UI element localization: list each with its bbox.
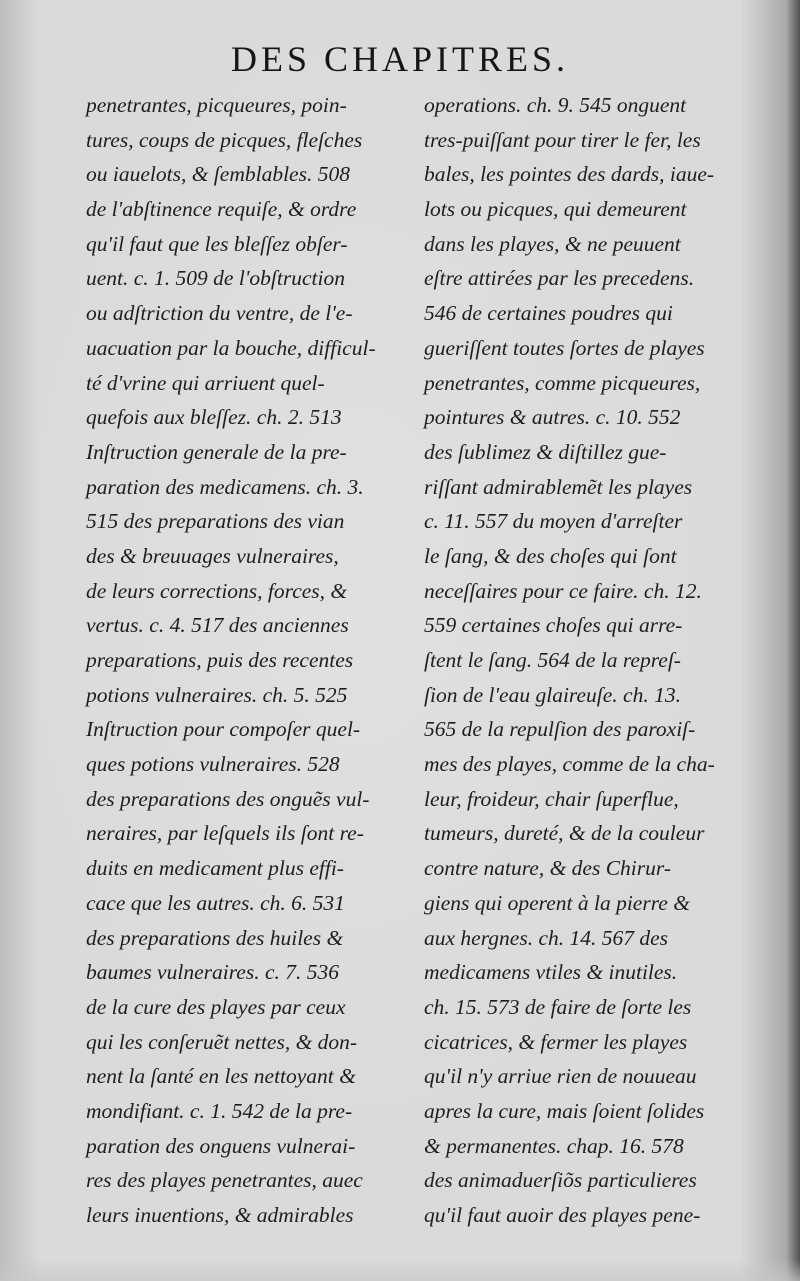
text-line: ou iauelots, & ſemblables. 508 — [86, 162, 350, 187]
text-line: Inſtruction generale de la pre- — [86, 439, 347, 464]
text-line: dans les playes, & ne peuuent — [424, 231, 681, 256]
right-column — [424, 88, 754, 1233]
text-line: penetrantes, comme picqueures, — [424, 370, 701, 395]
text-line: quefois aux bleſſez. ch. 2. 513 — [86, 405, 342, 430]
text-line: ſtent le ſang. 564 de la repreſ- — [424, 648, 681, 672]
page-header: DES CHAPITRES. — [230, 39, 570, 79]
text-line: leurs inuentions, & admirables — [86, 1203, 354, 1227]
text-line: apres la cure, mais ſoient ſolides — [424, 1098, 705, 1123]
text-line: vertus. c. 4. 517 des anciennes — [86, 613, 349, 638]
text-line: res des playes penetrantes, auec — [86, 1168, 363, 1193]
text-line: mondifiant. c. 1. 542 de la pre- — [86, 1098, 353, 1123]
text-line: qu'il n'y arriue rien de nouueau — [424, 1064, 697, 1089]
text-line: paration des medicamens. ch. 3. — [86, 474, 364, 499]
text-line: 515 des preparations des vian — [86, 509, 345, 534]
text-line: ſion de l'eau glaireuſe. ch. 13. — [424, 682, 681, 707]
text-line: ou adſtriction du ventre, de l'e- — [86, 301, 353, 326]
text-line: ques potions vulneraires. 528 — [86, 752, 340, 777]
text-line: pointures & autres. c. 10. 552 — [424, 405, 681, 430]
text-line: des animaduerſiõs particulieres — [424, 1168, 697, 1193]
text-line: qui les conſeruẽt nettes, & don- — [86, 1029, 358, 1054]
text-line: 546 de certaines poudres qui — [424, 301, 673, 326]
text-line: eſtre attirées par les precedens. — [424, 266, 695, 291]
text-line: gueriſſent toutes ſortes de playes — [424, 335, 705, 360]
text-line: riſſant admirablemẽt les playes — [424, 474, 693, 499]
text-line: bales, les pointes des dards, iaue- — [424, 162, 715, 187]
text-line: duits en medicament plus effi- — [86, 856, 344, 881]
text-line: neraires, par leſquels ils ſont re- — [86, 821, 364, 846]
text-line: & permanentes. chap. 16. 578 — [424, 1133, 684, 1158]
text-line: mes des playes, comme de la cha- — [424, 752, 715, 777]
text-line: ch. 15. 573 de faire de ſorte les — [424, 994, 692, 1019]
text-line: neceſſaires pour ce faire. ch. 12. — [424, 578, 702, 603]
text-line: leur, froideur, chair ſuperflue, — [424, 786, 679, 811]
text-line: lots ou picques, qui demeurent — [424, 197, 687, 222]
text-line: potions vulneraires. ch. 5. 525 — [86, 682, 348, 707]
text-line: aux hergnes. ch. 14. 567 des — [424, 925, 669, 950]
text-line: té d'vrine qui arriuent quel- — [86, 370, 325, 395]
text-line: tures, coups de picques, fleſches — [86, 127, 363, 152]
text-line: baumes vulneraires. c. 7. 536 — [86, 960, 339, 985]
text-line: paration des onguens vulnerai- — [86, 1133, 356, 1158]
text-line: de la cure des playes par ceux — [86, 994, 346, 1019]
left-column — [86, 88, 416, 1233]
text-line: des preparations des onguẽs vul- — [86, 786, 370, 811]
text-line: c. 11. 557 du moyen d'arreſter — [424, 509, 683, 534]
text-line: de l'abſtinence requiſe, & ordre — [86, 197, 357, 222]
text-line: des preparations des huiles & — [86, 925, 344, 950]
text-line: Inſtruction pour compoſer quel- — [86, 717, 361, 742]
text-line: 559 certaines choſes qui arre- — [424, 613, 683, 638]
text-line: cicatrices, & fermer les playes — [424, 1029, 688, 1054]
text-line: qu'il faut auoir des playes pene- — [424, 1203, 701, 1227]
text-line: le ſang, & des choſes qui ſont — [424, 543, 677, 568]
text-line: operations. ch. 9. 545 onguent — [424, 93, 687, 117]
text-line: uent. c. 1. 509 de l'obſtruction — [86, 266, 345, 291]
text-line: qu'il faut que les bleſſez obſer- — [86, 231, 348, 256]
page-edge-shadow — [786, 0, 800, 1281]
text-line: giens qui operent à la pierre & — [424, 890, 690, 915]
text-line: des & breuuages vulneraires, — [86, 543, 339, 568]
text-line: cace que les autres. ch. 6. 531 — [86, 890, 345, 915]
page-bottom-edge — [0, 1259, 800, 1281]
text-line: contre nature, & des Chirur- — [424, 856, 671, 881]
text-line: de leurs corrections, forces, & — [86, 578, 348, 603]
text-line: 565 de la repulſion des paroxiſ- — [424, 717, 696, 742]
text-line: medicamens vtiles & inutiles. — [424, 960, 678, 985]
text-line: uacuation par la bouche, difficul- — [86, 335, 376, 360]
text-line: tres-puiſſant pour tirer le fer, les — [424, 127, 701, 152]
text-line: tumeurs, dureté, & de la couleur — [424, 821, 705, 846]
text-line: des ſublimez & diſtillez gue- — [424, 439, 667, 464]
text-line: penetrantes, picqueures, poin- — [86, 93, 347, 117]
text-line: nent la ſanté en les nettoyant & — [86, 1064, 356, 1089]
text-line: preparations, puis des recentes — [86, 648, 354, 672]
